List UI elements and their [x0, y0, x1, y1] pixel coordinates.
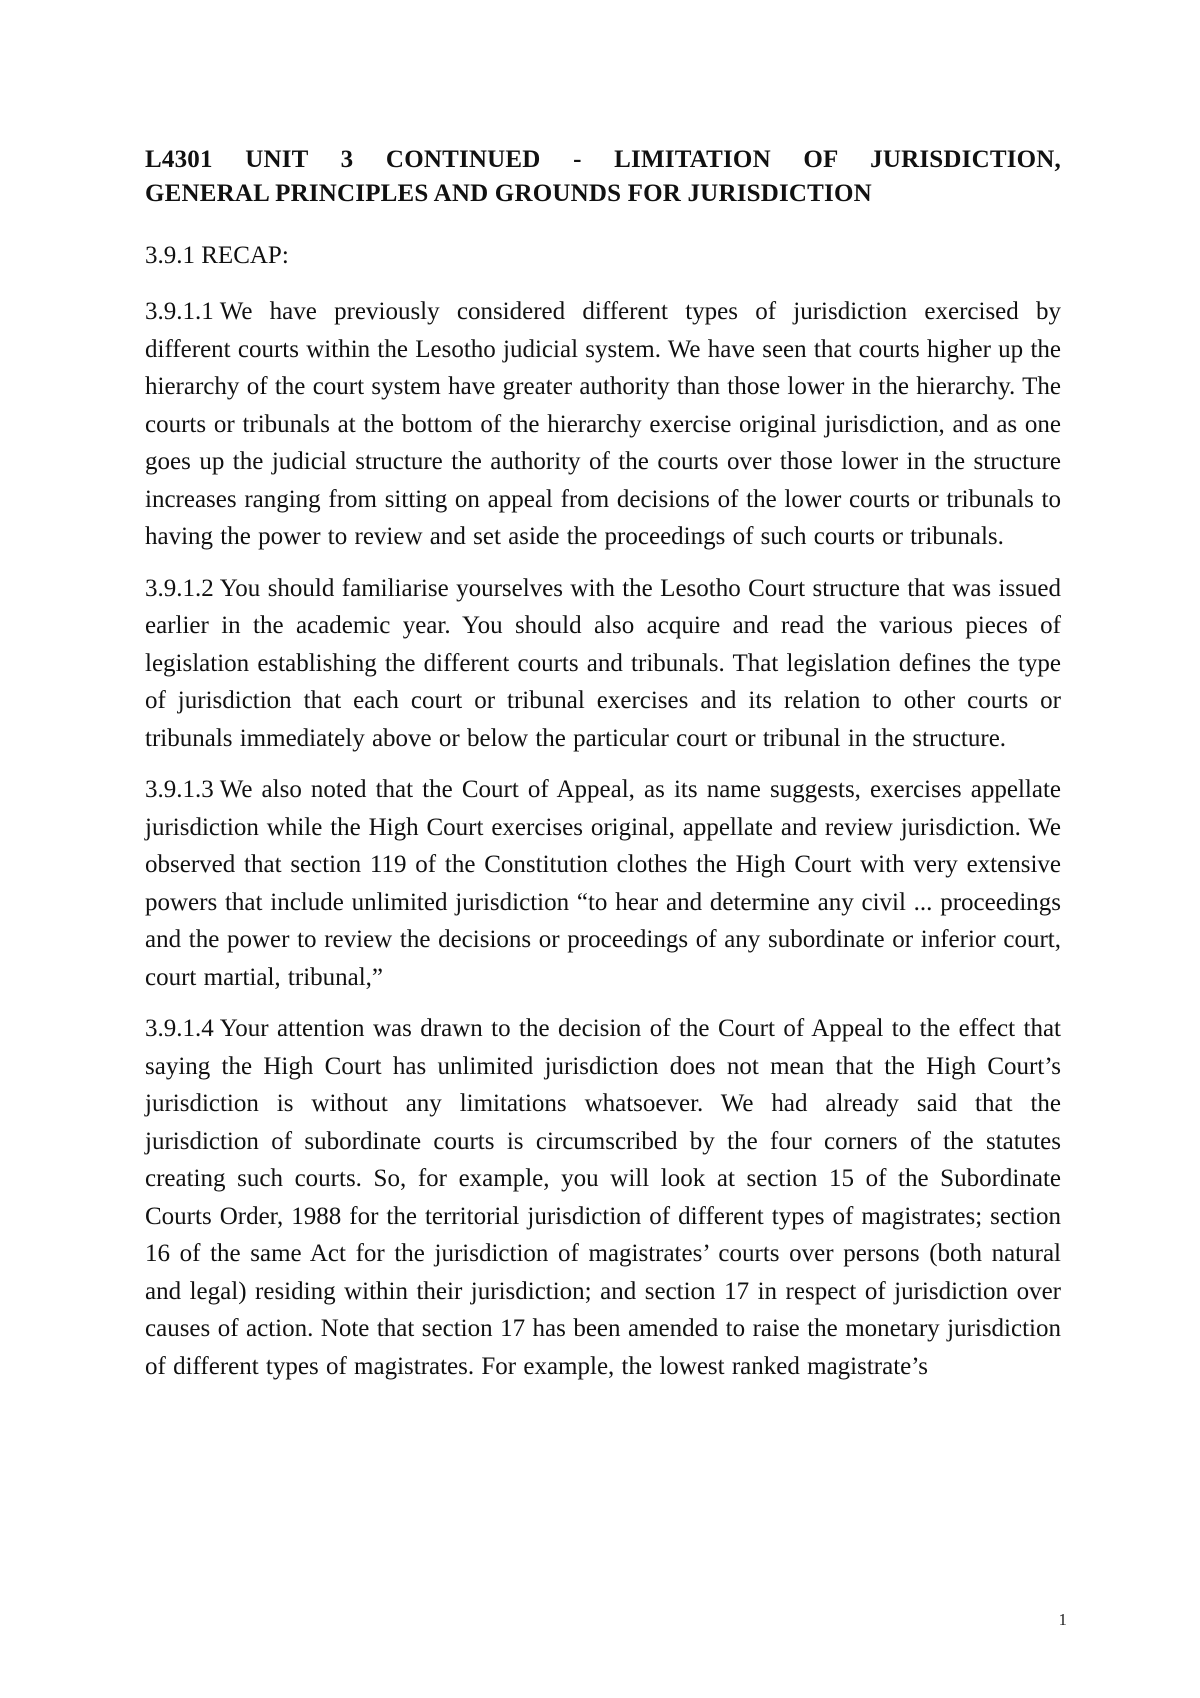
paragraph-number: 3.9.1.1	[145, 298, 214, 325]
paragraph-text: You should familiarise yourselves with the Lesotho Court structure that was issued earlier in the academic year. You should also acquire and read the various pieces of legislation establishing the different courts and tribunals. That legislation defines the type of jurisdiction that each court or tribunal exercises and its relation to other courts or tribunals immediately above or below the particular court or tribunal in the structure.	[145, 574, 1061, 752]
paragraph-text: Your attention was drawn to the decision of the Court of Appeal to the effect that saying the High Court has unlimited jurisdiction does not mean that the High Court’s jurisdiction is without any limitations whatsoever. We had already said that the jurisdiction of subordinate courts is circumscribed by the four corners of the statutes creating such courts. So, for example, you will look at section 15 of the Subordinate Courts Order, 1988 for the territorial jurisdiction of different types of magistrates; section 16 of the same Act for the jurisdiction of magistrates’ courts over persons (both natural and legal) residing within their jurisdiction; and section 17 in respect of jurisdiction over causes of action. Note that section 17 has been amended to raise the monetary jurisdiction of different types of magistrates. For example, the lowest ranked magistrate’s	[145, 1015, 1061, 1380]
document-title	[145, 143, 1061, 211]
page-number: 1	[1058, 1610, 1067, 1629]
paragraph-number: 3.9.1.2	[145, 574, 214, 602]
title-line-1: L4301 UNIT 3 CONTINUED - LIMITATION OF JURISDICTION,	[145, 146, 1061, 173]
section-heading: 3.9.1 RECAP:	[145, 242, 289, 269]
paragraph-number: 3.9.1.3	[145, 776, 214, 803]
title-line-2: GENERAL PRINCIPLES AND GROUNDS FOR JURISDICTION	[145, 180, 872, 207]
paragraph-number: 3.9.1.4	[145, 1015, 214, 1042]
paragraph-text: We have previously considered different types of jurisdiction exercised by different courts within the Lesotho judicial system. We have seen that courts higher up the hierarchy of the court system have greater authority than those lower in the hierarchy. The courts or tribunals at the bottom of the hierarchy exercise original jurisdiction, and as one goes up the judicial structure the authority of the courts over those lower in the structure increases ranging from sitting on appeal from decisions of the lower courts or tribunals to having the power to review and set aside the proceedings of such courts or tribunals.	[145, 298, 1061, 550]
paragraph-3-9-1-2	[145, 570, 1061, 758]
paragraph-3-9-1-4	[145, 1010, 1061, 1385]
paragraph-3-9-1-1	[145, 293, 1061, 556]
page-content	[145, 143, 1061, 1399]
paragraph-text: We also noted that the Court of Appeal, as its name suggests, exercises appellate jurisdiction while the High Court exercises original, appellate and review jurisdiction. We observed that section 119 of the Constitution clothes the High Court with very extensive powers that include unlimited jurisdiction “to hear and determine any civil ... proceedings and the power to review the decisions or proceedings of any subordinate or inferior court, court martial, tribunal,”	[145, 776, 1061, 991]
paragraph-3-9-1-3	[145, 771, 1061, 996]
